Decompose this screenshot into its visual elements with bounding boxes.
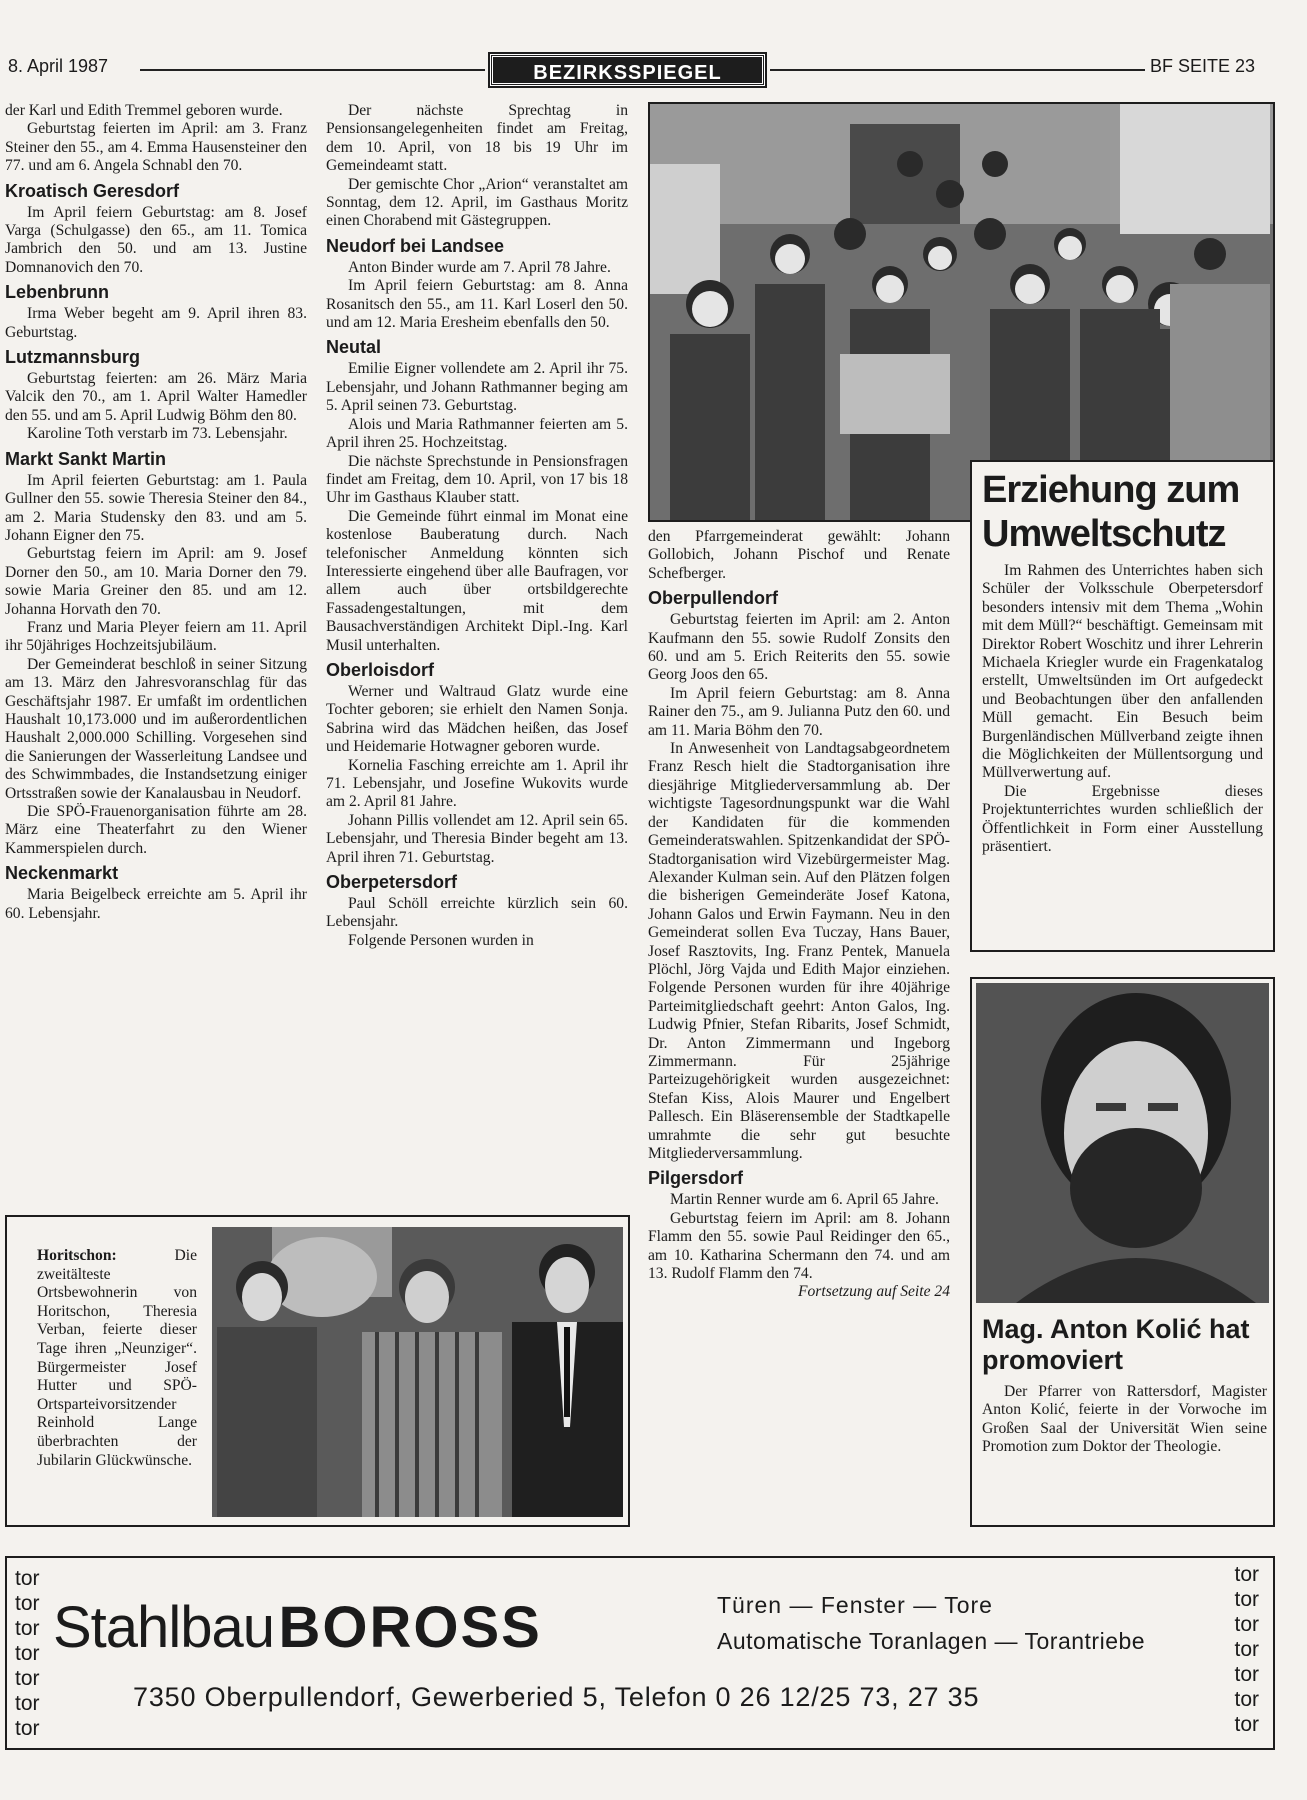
horitschon-photo-image (212, 1227, 623, 1517)
tor-word: tor (15, 1567, 40, 1590)
section-heading: Lebenbrunn (5, 282, 109, 303)
horitschon-caption-lead: Horitschon: (37, 1247, 117, 1264)
environment-article-body (982, 562, 1263, 857)
paragraph: Folgende Personen wurden in (348, 931, 534, 949)
paragraph: Geburtstag feiern im April: am 8. Johann Flamm den 55. sowie Paul Reidinger den 65., am 10. Katharina Schermann den 74. und am 13. Rudolf Flamm den 74. (648, 1209, 950, 1283)
tor-word: tor (1234, 1588, 1259, 1611)
ad-brand (53, 1594, 542, 1661)
paragraph: Im April feiern Geburtstag: am 8. Josef Varga (Schulgasse) den 65., am 11. Tomica Jambrich den 50. und am 13. Justine Domnanovich den 70. (5, 203, 307, 276)
paragraph: In Anwesenheit von Landtagsabgeordnetem Franz Resch hielt die Stadtorganisation ihre diesjährige Mitgliederversammlung ab. Der wichtigste Tagesordnungspunkt war die Wahl der Kandidaten für die kommenden Gemeinderatswahlen. Spitzenkandidat der SPÖ-Stadtorganisation wird Vizebürgermeister Mag. Alexander Kulman sein. Auf den Plätzen folgen die bisherigen Gemeinderäte Josef Katona, Johann Galos und Erwin Faymann. Neu in den Gemeinderat sollen Eva Tuczay, Hans Bauer, Josef Rasztovits, Ing. Franz Pentek, Manuela Plöchl, Jörg Vajda und Edith Major einziehen. Folgende Personen wurden für ihre 40jährige Parteimitgliedschaft geehrt: Anton Galos, Ing. Ludwig Pfnier, Stefan Ribarits, Josef Schmidt, Dr. Anton Zimmermann und Ingeborg Zimmermann. Für 25jährige Parteizugehörigkeit wurden ausgezeichnet: Stefan Kiss, Alois Maurer und Engelbert Pallesch. Ein Bläserensemble der Stadtkapelle umrahmte die sehr gut besuchte Mitgliederversammlung. (648, 740, 950, 1162)
tor-word: tor (15, 1717, 40, 1740)
horitschon-photo (212, 1227, 623, 1517)
paragraph: Im Rahmen des Unterrichtes haben sich Schüler der Volksschule Oberpetersdorf besonders intensiv mit dem Thema „Wohin mit dem Müll?“ beschäftigt. Gemeinsam mit Direktor Robert Woschitz und ihrer Lehrerin Michaela Kriegler wurde ein Fragenkatalog erstellt, Umweltsünden im Ort aufgedeckt und Beobachtungen über den anfallenden Müll gemacht. Ein Besuch beim Burgenländischen Müllverband zeigte ihnen die Möglichkeiten der Müllentsorgung und Müllverwertung auf. (982, 562, 1263, 782)
kolic-article-title: Mag. Anton Kolić hat promoviert (982, 1314, 1250, 1375)
paragraph: Franz und Maria Pleyer feiern am 11. April ihr 50jähriges Hochzeitsjubiläum. (5, 618, 307, 655)
issue-date: 8. April 1987 (8, 56, 109, 76)
column-2 (326, 102, 628, 1200)
section-heading: Oberpetersdorf (326, 872, 458, 893)
horitschon-caption (37, 1247, 197, 1470)
tor-column-left (15, 1566, 40, 1741)
paragraph: Die Ergebnisse dieses Projektunterrichtes wurden schließlich der Öffentlichkeit in Form einer Ausstellung präsentiert. (982, 782, 1263, 856)
paragraph: Werner und Waltraud Glatz wurde eine Tochter geboren; sie erhielt den Namen Sonja. Sabrina wird das Mädchen heißen, das Josef und Heidemarie Hotwagner geboren wurde. (326, 682, 628, 756)
section-heading: Pilgersdorf (648, 1168, 744, 1189)
page-number: BF SEITE 23 (1150, 56, 1256, 76)
section-masthead: BEZIRKSSPIEGEL (490, 54, 765, 86)
kolic-portrait-image (976, 983, 1269, 1303)
environment-article-box (970, 460, 1275, 952)
paragraph: Im April feierten Geburtstag: am 1. Paula Gullner den 55. sowie Theresia Steiner den 84., am 2. Maria Studensky den 83. und am 5. Johann Eigner den 75. (5, 471, 307, 544)
paragraph: Geburtstag feierten im April: am 2. Anton Kaufmann den 55. sowie Rudolf Zonsits den 60. und am 5. Erich Reiterits den 55. sowie Georg Joos den 65. (648, 611, 950, 684)
tor-word: tor (15, 1617, 40, 1640)
section-heading: Kroatisch Geresdorf (5, 180, 180, 201)
header-rule-left (140, 69, 485, 71)
section-heading: Oberpullendorf (648, 588, 778, 609)
paragraph: Irma Weber begeht am 9. April ihren 83. Geburtstag. (5, 305, 307, 341)
paragraph: Martin Renner wurde am 6. April 65 Jahre. (670, 1191, 939, 1209)
paragraph: Im April feiern Geburtstag: am 8. Anna Rainer den 75., am 9. Julianna Putz den 60. und am 11. Maria Böhm den 70. (648, 684, 950, 739)
paragraph: Der nächste Sprechtag in Pensionsangelegenheiten findet am Freitag, dem 10. April, von 18 bis 19 Uhr im Gemeindeamt statt. (326, 102, 628, 175)
tor-word: tor (1234, 1663, 1259, 1686)
tor-word: tor (1234, 1563, 1259, 1586)
section-heading: Neudorf bei Landsee (326, 235, 505, 256)
paragraph: Emilie Eigner vollendete am 2. April ihr 75. Lebensjahr, und Johann Rathmanner beging am 5. April seinen 73. Geburtstag. (326, 360, 628, 415)
paragraph: Maria Beigelbeck erreichte am 5. April ihr 60. Lebensjahr. (5, 886, 307, 922)
header-rule-right (770, 69, 1145, 71)
column-1 (5, 102, 307, 1200)
tor-word: tor (15, 1692, 40, 1715)
paragraph: Geburtstag feierten: am 26. März Maria Valcik den 70., am 1. April Walter Hamedler den 55. und am 5. April Ludwig Böhm den 80. (5, 370, 307, 424)
paragraph: Johann Pillis vollendet am 12. April sein 65. Lebensjahr, und Theresia Binder begeht am 13. April ihren 71. Geburtstag. (326, 811, 628, 866)
paragraph: Geburtstag feiern im April: am 9. Josef Dorner den 50., am 10. Maria Dorner den 79. sowie Maria Greiner den 85. und am 12. Johanna Horvath den 70. (5, 545, 307, 618)
ad-products-line-1: Türen — Fenster — Tore (717, 1592, 993, 1618)
paragraph: Geburtstag feierten im April: am 3. Franz Steiner den 55., am 4. Emma Hausensteiner den 77. und am 6. Angela Schnabl den 70. (5, 120, 307, 175)
paragraph: den Pfarrgemeinderat gewählt: Johann Gollobich, Johann Pischof und Renate Schefberger. (648, 528, 950, 582)
tor-word: tor (15, 1592, 40, 1615)
tor-column-right (1234, 1562, 1259, 1737)
paragraph: Paul Schöll erreichte kürzlich sein 60. Lebensjahr. (326, 895, 628, 931)
environment-article-title: Erziehung zum Umweltschutz (982, 469, 1240, 555)
tor-word: tor (15, 1642, 40, 1665)
tor-word: tor (1234, 1613, 1259, 1636)
tor-word: tor (1234, 1688, 1259, 1711)
horitschon-caption-text: Die zweitälteste Ortsbewohnerin von Horitschon, Theresia Verban, feierte dieser Tage ihren „Neunziger“. Bürgermeister Josef Hutter und SPÖ-Ortsparteivorsitzender Reinhold Lange überbrachten der Jubilarin Glückwünsche. (37, 1247, 197, 1469)
section-heading: Lutzmannsburg (5, 347, 140, 368)
horitschon-article-box (5, 1215, 630, 1527)
paragraph: Alois und Maria Rathmanner feierten am 5. April ihren 25. Hochzeitstag. (326, 415, 628, 452)
kolic-portrait-photo (976, 983, 1269, 1303)
column-3 (648, 528, 950, 1560)
section-heading: Neutal (326, 337, 382, 358)
tor-word: tor (15, 1667, 40, 1690)
paragraph: Im April feiern Geburtstag: am 8. Anna Rosanitsch den 55., am 11. Karl Loserl den 50. und am 12. Maria Eresheim ebenfalls den 50. (326, 277, 628, 332)
paragraph: Die SPÖ-Frauenorganisation führte am 28. März eine Theaterfahrt zu den Wiener Kammerspielen durch. (5, 803, 307, 857)
paragraph: Der Gemeinderat beschloß in seiner Sitzung am 13. März den Jahresvoranschlag für das Geschäftsjahr 1987. Er umfaßt im ordentlichen Haushalt 10,173.000 und im außerordentlichen Haushalt 2,000.000 Schilling. Vorgesehen sind die Sanierungen der Wasserleitung Landsee und des Schwimmbades, die Instandsetzung einiger Ortsstraßen sowie der Kanalausbau in Neudorf. (5, 655, 307, 802)
paragraph: Die Gemeinde führt einmal im Monat eine kostenlose Bauberatung durch. Nach telefonischer Anmeldung könnten sich Interessierte eingehend über alle Baufragen, vor allem auch über ortsbildgerechte Fassadengestaltungen, mit dem Bausachverständigen Architekt Dipl.-Ing. Karl Musil unterhalten. (326, 507, 628, 654)
school-children-photo (648, 102, 1275, 522)
section-heading: Markt Sankt Martin (5, 448, 167, 469)
paragraph: Kornelia Fasching erreichte am 1. April ihr 71. Lebensjahr, und Josefine Wukovits wurde am 2. April 81 Jahre. (326, 756, 628, 811)
paragraph: Anton Binder wurde am 7. April 78 Jahre. (348, 258, 611, 276)
section-heading: Oberloisdorf (326, 659, 435, 680)
paragraph: Der gemischte Chor „Arion“ veranstaltet am Sonntag, dem 12. April, im Gasthaus Moritz einen Chorabend mit Gästegruppen. (326, 175, 628, 230)
paragraph: Karoline Toth verstarb im 73. Lebensjahr. (27, 425, 288, 443)
kolic-article-box (970, 977, 1275, 1527)
paragraph: der Karl und Edith Tremmel geboren wurde. (5, 102, 283, 119)
ad-brand-bold: BOROSS (278, 1595, 542, 1660)
tor-word: tor (1234, 1713, 1259, 1736)
kolic-article-body: Der Pfarrer von Rattersdorf, Magister Anton Kolić, feierte in der Vorwoche im Großen Saal der Universität Wien seine Promotion zum Doktor der Theologie. (982, 1383, 1267, 1456)
ad-brand-light: Stahlbau (53, 1595, 274, 1660)
ad-products-line-2: Automatische Toranlagen — Torantriebe (717, 1628, 1146, 1654)
boross-advertisement (5, 1556, 1275, 1750)
paragraph: Die nächste Sprechstunde in Pensionsfragen findet am Freitag, dem 10. April, von 17 bis 18 Uhr im Gasthaus Klauber statt. (326, 452, 628, 507)
ad-address: 7350 Oberpullendorf, Gewerberied 5, Telefon 0 26 12/25 73, 27 35 (133, 1682, 980, 1712)
tor-word: tor (1234, 1638, 1259, 1661)
section-heading: Neckenmarkt (5, 863, 119, 884)
continuation-note: Fortsetzung auf Seite 24 (797, 1283, 950, 1301)
school-children-photo-image (650, 104, 1273, 520)
